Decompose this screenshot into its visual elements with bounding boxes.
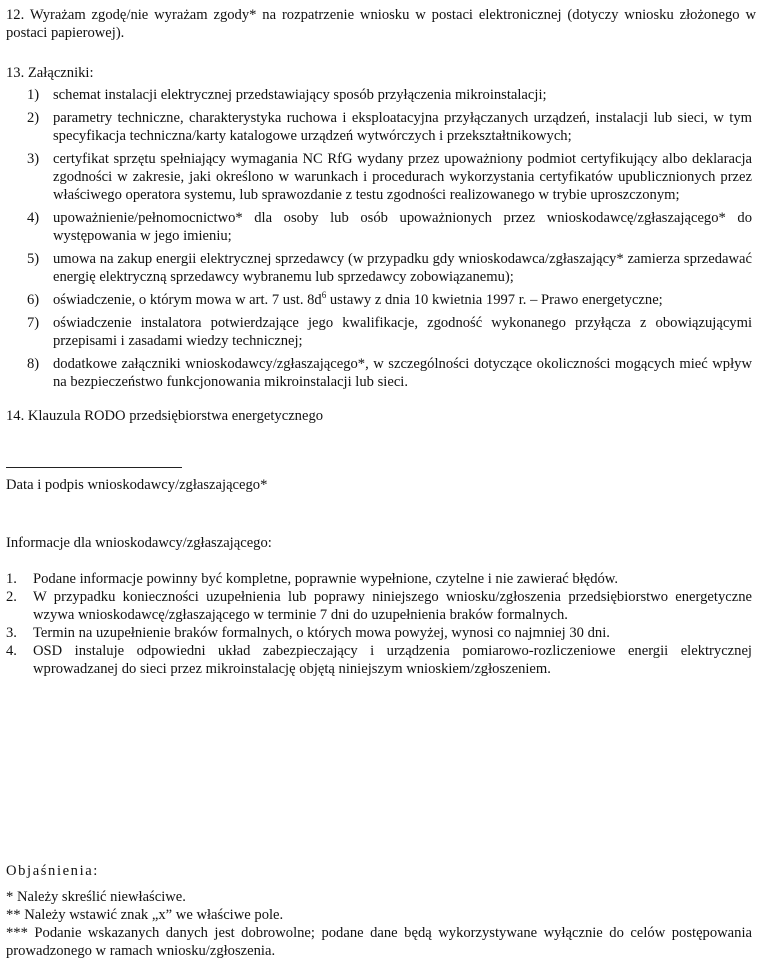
- attachment-item: [6, 314, 756, 350]
- attachment-text: schemat instalacji elektrycznej przedstawiający sposób przyłączenia mikroinstalacji;: [53, 87, 547, 103]
- info-list: [6, 570, 756, 678]
- attachment-item: [6, 355, 756, 391]
- attachment-number: 7): [27, 315, 40, 331]
- attachment-number: 4): [27, 210, 40, 226]
- info-text: OSD instaluje odpowiedni układ zabezpieczający i urządzenia pomiarowo-rozliczeniowe energii elektrycznej wprowadzanej do sieci przez mikroinstalację objętą niniejszym wnioskiem/zgłoszeniem.: [33, 643, 752, 677]
- attachment-number: 2): [27, 110, 40, 126]
- info-item: [6, 642, 756, 678]
- explanations-heading: Objaśnienia:: [6, 863, 99, 879]
- attachment-text: oświadczenie instalatora potwierdzające jego kwalifikacje, zgodność wykonanego przyłącza z obowiązującymi przepisami i zasadami wiedzy technicznej;: [53, 315, 752, 349]
- signature-label: Data i podpis wnioskodawcy/zgłaszającego*: [6, 477, 268, 493]
- info-item: [6, 588, 756, 624]
- attachment-number: 3): [27, 151, 40, 167]
- attachment-number: 8): [27, 356, 40, 372]
- attachment-text: dodatkowe załączniki wnioskodawcy/zgłaszającego*, w szczególności dotyczące okoliczności mogących mieć wpływ na bezpieczeństwo funkcjonowania mikroinstalacji lub sieci.: [53, 356, 752, 390]
- attachment-text: upoważnienie/pełnomocnictwo* dla osoby lub osób upoważnionych przez wnioskodawcę/zgłaszającego* do występowania w jego imieniu;: [53, 210, 752, 244]
- explanation-note: *** Podanie wskazanych danych jest dobrowolne; podane dane będą wykorzystywane wyłącznie do celów postępowania prowadzonego w ramach wniosku/zgłoszenia.: [6, 925, 752, 959]
- attachment-item: [6, 150, 756, 204]
- explanation-note: * Należy skreślić niewłaściwe.: [6, 889, 186, 905]
- info-heading: Informacje dla wnioskodawcy/zgłaszającego:: [6, 535, 272, 551]
- document-page: [6, 6, 756, 678]
- attachment-item: [6, 209, 756, 245]
- explanation-note: ** Należy wstawić znak „x” we właściwe pole.: [6, 907, 284, 923]
- attachment-item: [6, 291, 756, 309]
- attachment-number: 5): [27, 251, 40, 267]
- info-text: Termin na uzupełnienie braków formalnych, o których mowa powyżej, wynosi co najmniej 30 dni.: [33, 625, 610, 641]
- info-item: [6, 624, 756, 642]
- attachment-number: 1): [27, 87, 40, 103]
- attachment-item: [6, 86, 756, 104]
- attachment-text: parametry techniczne, charakterystyka ruchowa i eksploatacyjna przyłączanych urządzeń, instalacji lub sieci, w tym specyfikacja techniczna/karty katalogowe urządzeń wytwórczych i przekształtnikowych;: [53, 110, 752, 144]
- info-number: 1.: [6, 571, 17, 587]
- info-number: 3.: [6, 625, 17, 641]
- attachment-text-after: ustawy z dnia 10 kwietnia 1997 r. – Prawo energetyczne;: [326, 292, 663, 308]
- explanations-section: [6, 862, 756, 960]
- signature-line[interactable]: [6, 467, 182, 468]
- attachment-text-before: oświadczenie, o którym mowa w art. 7 ust. 8d: [53, 292, 322, 308]
- footnote-superscript: 6: [321, 290, 327, 301]
- attachment-text: umowa na zakup energii elektrycznej sprzedawcy (w przypadku gdy wnioskodawca/zgłaszający* zamierza sprzedawać energię elektryczną sprzedawcy wybranemu lub sprzedawcy zobowiązanemu);: [53, 251, 752, 285]
- info-item: [6, 570, 756, 588]
- info-text: Podane informacje powinny być kompletne, poprawnie wypełnione, czytelne i nie zawierać błędów.: [33, 571, 619, 587]
- attachments-heading: 13. Załączniki:: [6, 65, 94, 81]
- info-text: W przypadku konieczności uzupełnienia lub poprawy niniejszego wniosku/zgłoszenia przedsiębiorstwo energetyczne wzywa wnioskodawcę/zgłaszającego w terminie 7 dni do uzupełnienia braków formalnych.: [33, 589, 752, 623]
- info-number: 4.: [6, 643, 17, 659]
- attachment-number: 6): [27, 292, 40, 308]
- attachments-list: [6, 86, 756, 391]
- gdpr-clause-heading: 14. Klauzula RODO przedsiębiorstwa energetycznego: [6, 408, 324, 424]
- consent-paragraph: 12. Wyrażam zgodę/nie wyrażam zgody* na rozpatrzenie wniosku w postaci elektronicznej (dotyczy wniosku złożonego w postaci papierowej).: [6, 7, 756, 41]
- info-number: 2.: [6, 589, 17, 605]
- attachment-item: [6, 109, 756, 145]
- attachment-text: certyfikat sprzętu spełniający wymagania NC RfG wydany przez upoważniony podmiot certyfikujący albo deklaracja zgodności w zakresie, jaki określono w warunkach i procedurach wykorzystania certyfikatów upublicznionych przez właściwego operatora systemu, lub sprawozdanie z testu zgodności realizowanego w trybie uproszczonym;: [53, 151, 752, 203]
- attachment-item: [6, 250, 756, 286]
